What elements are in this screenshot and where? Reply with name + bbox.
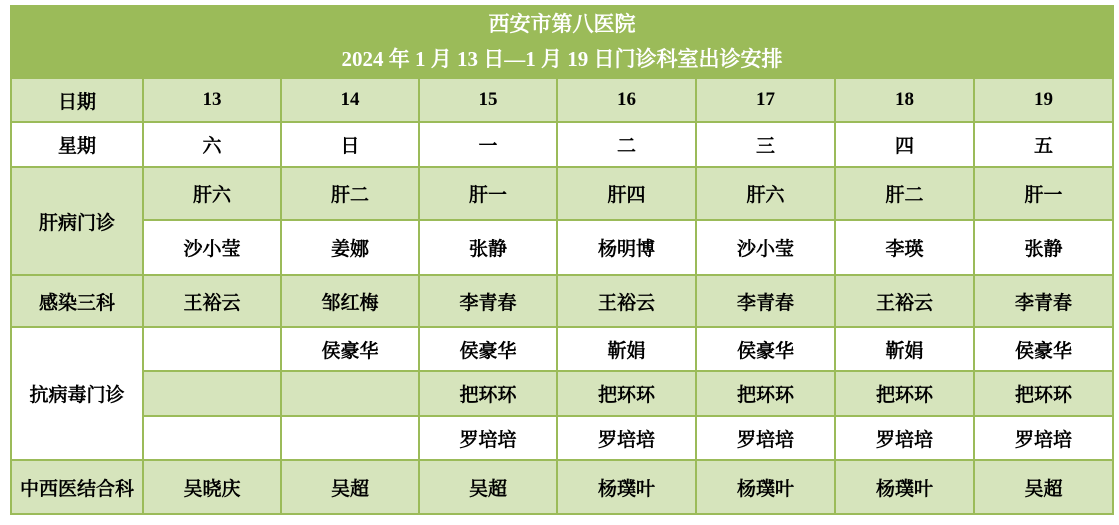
date-cell: 14 <box>281 78 419 122</box>
antiviral-clinic-row-2 <box>11 371 1113 416</box>
date-cell: 16 <box>557 78 696 122</box>
schedule-cell: 邹红梅 <box>281 275 419 327</box>
schedule-cell: 肝六 <box>696 167 835 220</box>
liver-clinic-row-2 <box>11 220 1113 275</box>
schedule-cell: 侯豪华 <box>696 327 835 371</box>
weekday-cell: 三 <box>696 122 835 167</box>
schedule-cell: 李瑛 <box>835 220 974 275</box>
liver-clinic-row-1 <box>11 167 1113 220</box>
schedule-cell: 李青春 <box>974 275 1113 327</box>
schedule-cell: 杨明博 <box>557 220 696 275</box>
schedule-cell <box>143 371 281 416</box>
outpatient-schedule-table <box>10 5 1114 515</box>
department-label-antiviral-clinic: 抗病毒门诊 <box>11 327 143 460</box>
weekday-cell: 四 <box>835 122 974 167</box>
weekday-cell: 五 <box>974 122 1113 167</box>
schedule-cell: 肝二 <box>281 167 419 220</box>
infection-dept3-row <box>11 275 1113 327</box>
schedule-cell: 罗培培 <box>419 416 557 460</box>
department-label-infection-dept3: 感染三科 <box>11 275 143 327</box>
schedule-cell: 把环环 <box>974 371 1113 416</box>
weekday-cell: 二 <box>557 122 696 167</box>
schedule-cell: 肝一 <box>419 167 557 220</box>
date-cell: 18 <box>835 78 974 122</box>
schedule-cell: 吴超 <box>974 460 1113 514</box>
table-title-cell <box>11 6 1113 78</box>
schedule-cell: 杨璞叶 <box>696 460 835 514</box>
date-cell: 19 <box>974 78 1113 122</box>
schedule-cell: 侯豪华 <box>281 327 419 371</box>
schedule-cell: 吴超 <box>419 460 557 514</box>
date-cell: 17 <box>696 78 835 122</box>
schedule-cell: 沙小莹 <box>143 220 281 275</box>
schedule-cell: 把环环 <box>835 371 974 416</box>
schedule-cell: 罗培培 <box>974 416 1113 460</box>
schedule-cell: 张静 <box>419 220 557 275</box>
date-cell: 15 <box>419 78 557 122</box>
schedule-cell: 李青春 <box>696 275 835 327</box>
schedule-cell <box>143 416 281 460</box>
schedule-cell: 把环环 <box>419 371 557 416</box>
schedule-cell: 王裕云 <box>143 275 281 327</box>
antiviral-clinic-row-3 <box>11 416 1113 460</box>
schedule-cell: 罗培培 <box>696 416 835 460</box>
date-row <box>11 78 1113 122</box>
schedule-cell: 罗培培 <box>557 416 696 460</box>
schedule-cell <box>281 416 419 460</box>
schedule-cell <box>281 371 419 416</box>
schedule-cell: 肝六 <box>143 167 281 220</box>
tcm-western-dept-row <box>11 460 1113 514</box>
schedule-cell: 李青春 <box>419 275 557 327</box>
schedule-cell: 肝四 <box>557 167 696 220</box>
schedule-cell: 侯豪华 <box>974 327 1113 371</box>
schedule-cell: 把环环 <box>557 371 696 416</box>
schedule-cell: 靳娟 <box>835 327 974 371</box>
schedule-cell: 肝一 <box>974 167 1113 220</box>
schedule-cell: 吴晓庆 <box>143 460 281 514</box>
schedule-cell: 王裕云 <box>835 275 974 327</box>
schedule-cell: 靳娟 <box>557 327 696 371</box>
schedule-cell: 姜娜 <box>281 220 419 275</box>
schedule-cell: 罗培培 <box>835 416 974 460</box>
schedule-cell: 杨璞叶 <box>557 460 696 514</box>
schedule-cell: 张静 <box>974 220 1113 275</box>
table-title-row <box>11 6 1113 78</box>
weekday-row <box>11 122 1113 167</box>
weekday-cell: 一 <box>419 122 557 167</box>
weekday-cell: 六 <box>143 122 281 167</box>
schedule-cell: 把环环 <box>696 371 835 416</box>
date-cell: 13 <box>143 78 281 122</box>
department-label-liver-clinic: 肝病门诊 <box>11 167 143 275</box>
schedule-cell: 王裕云 <box>557 275 696 327</box>
schedule-subtitle: 2024 年 1 月 13 日—1 月 19 日门诊科室出诊安排 <box>341 47 783 71</box>
department-label-tcm-western-dept: 中西医结合科 <box>11 460 143 514</box>
weekday-cell: 日 <box>281 122 419 167</box>
antiviral-clinic-row-1 <box>11 327 1113 371</box>
schedule-cell: 侯豪华 <box>419 327 557 371</box>
schedule-cell: 吴超 <box>281 460 419 514</box>
hospital-name: 西安市第八医院 <box>488 12 636 36</box>
schedule-cell: 沙小莹 <box>696 220 835 275</box>
schedule-cell: 肝二 <box>835 167 974 220</box>
schedule-cell <box>143 327 281 371</box>
schedule-cell: 杨璞叶 <box>835 460 974 514</box>
weekday-row-label: 星期 <box>11 122 143 167</box>
date-row-label: 日期 <box>11 78 143 122</box>
